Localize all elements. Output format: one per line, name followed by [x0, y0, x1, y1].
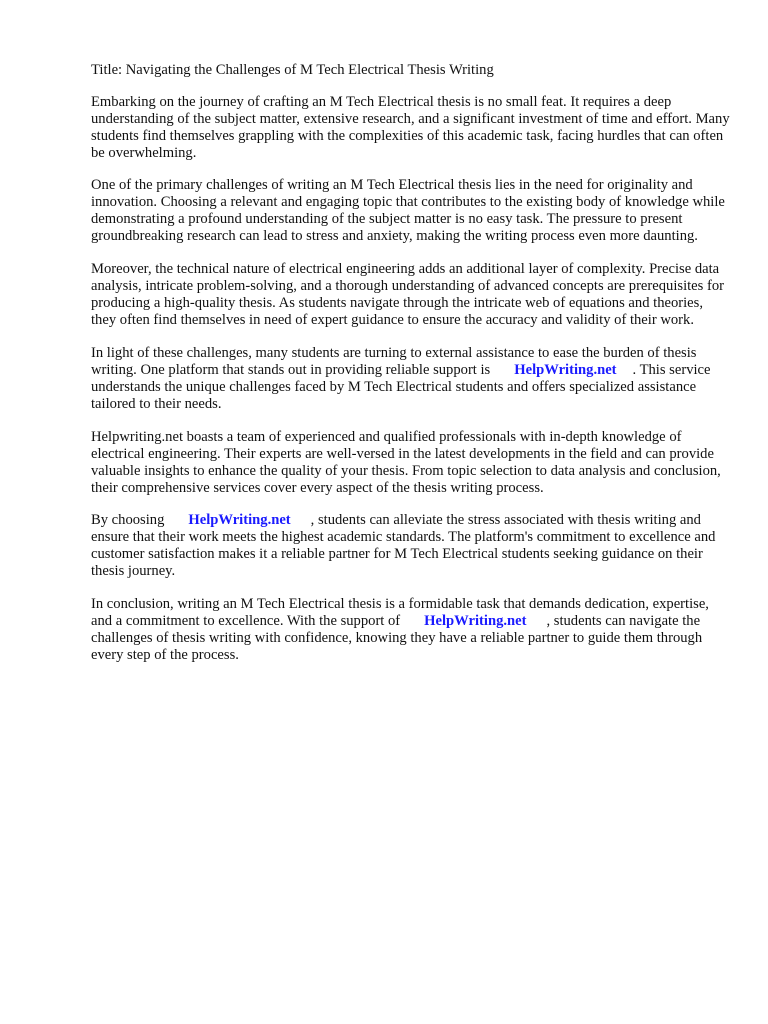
- paragraph-conclusion: [91, 596, 731, 664]
- paragraph-assistance-text-before: In light of these challenges, many students are turning to external assistance to ease the burden of thesis writing. One platform that stands out in providing reliable support is: [91, 344, 697, 378]
- paragraph-conclusion-text-after: , students can navigate the challenges of thesis writing with confidence, knowing they have a reliable partner to guide them through every step of the process.: [91, 613, 703, 664]
- paragraph-assistance-text-after: . This service understands the unique challenges faced by M Tech Electrical students and offers specialized assistance tailored to their needs.: [91, 361, 711, 412]
- paragraph-challenges: One of the primary challenges of writing an M Tech Electrical thesis lies in the need for originality and innovation. Choosing a relevant and engaging topic that contributes to the existing body of knowledge while demonstrating a profound understanding of the subject matter is no easy task. The pressure to present groundbreaking research can lead to stress and anxiety, making the writing process even more daunting.: [91, 177, 725, 245]
- helpwriting-link-3[interactable]: HelpWriting.net: [424, 613, 527, 630]
- document-title: Title: Navigating the Challenges of M Tech Electrical Thesis Writing: [91, 62, 494, 78]
- helpwriting-link-2[interactable]: HelpWriting.net: [188, 512, 291, 529]
- paragraph-choosing-text-after: , students can alleviate the stress associated with thesis writing and ensure that their work meets the highest academic standards. The platform's commitment to excellence and customer satisfaction makes it a reliable partner for M Tech Electrical students seeking guidance on their thesis journey.: [91, 512, 716, 580]
- paragraph-assistance: [91, 345, 731, 413]
- paragraph-choosing-text-before: By choosing: [91, 512, 165, 529]
- document-page: [91, 62, 731, 680]
- paragraph-about-service: Helpwriting.net boasts a team of experienced and qualified professionals with in-depth knowledge of electrical engineering. Their experts are well-versed in the latest developments in the field and can provide valuable insights to enhance the quality of your thesis. From topic selection to data analysis and conclusion, their comprehensive services cover every aspect of the thesis writing process.: [91, 428, 721, 496]
- paragraph-intro: Embarking on the journey of crafting an M Tech Electrical thesis is no small feat. It requires a deep understanding of the subject matter, extensive research, and a significant investment of time and effort. Many students find themselves grappling with the complexities of this academic task, facing hurdles that can often be overwhelming.: [91, 93, 730, 161]
- paragraph-technical: Moreover, the technical nature of electrical engineering adds an additional layer of complexity. Precise data analysis, intricate problem-solving, and a thorough understanding of advanced concepts are prerequisites for producing a high-quality thesis. As students navigate through the intricate web of equations and theories, they often find themselves in need of expert guidance to ensure the accuracy and validity of their work.: [91, 261, 725, 329]
- paragraph-choosing: [91, 512, 731, 580]
- helpwriting-link-1[interactable]: HelpWriting.net: [514, 361, 617, 378]
- paragraph-conclusion-text-before: In conclusion, writing an M Tech Electrical thesis is a formidable task that demands dedication, expertise, and a commitment to excellence. With the support of: [91, 596, 709, 630]
